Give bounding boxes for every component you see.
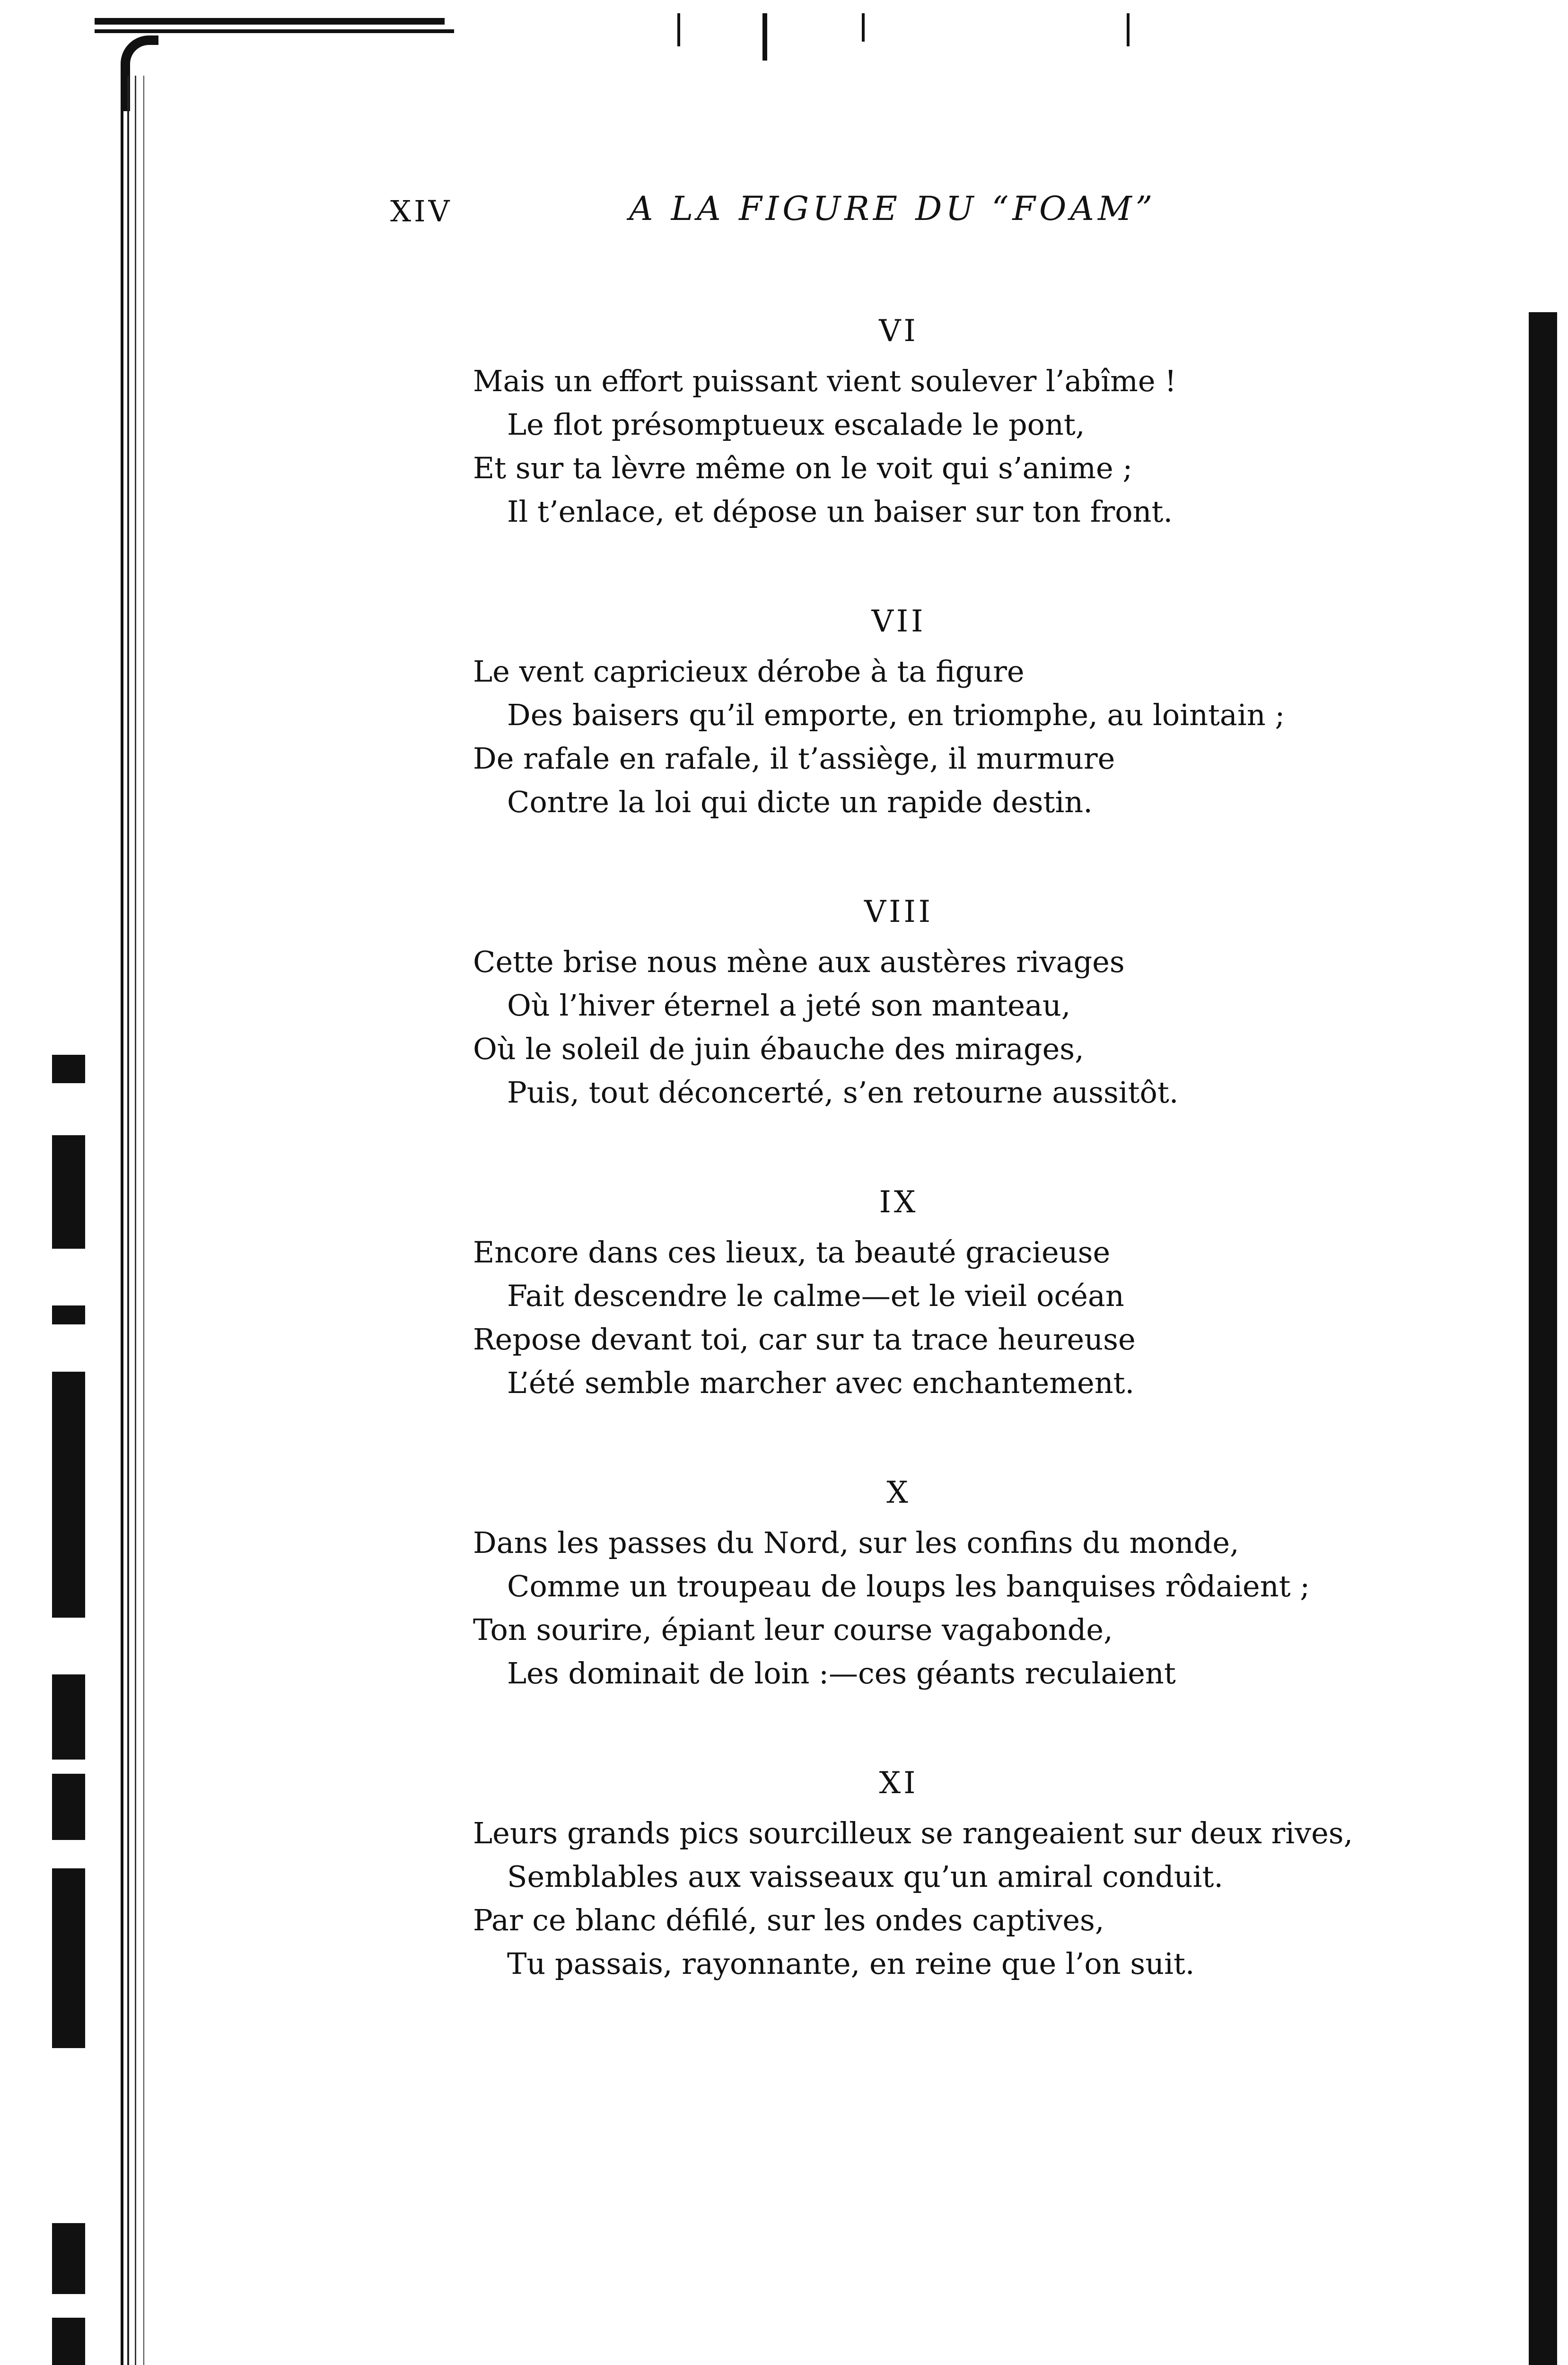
stanza-numeral: X <box>886 1475 911 1510</box>
verse-line: Leurs grands pics sourcilleux se rangeaient sur deux rives, <box>473 1816 1353 1850</box>
verse-line: Il t’enlace, et dépose un baiser sur ton front. <box>507 494 1173 529</box>
poem-body <box>473 303 1372 1986</box>
stanza <box>473 1464 1372 1695</box>
verse-line: Le flot présomptueux escalade le pont, <box>507 407 1085 442</box>
stanza-numeral: VII <box>871 604 926 639</box>
page-number: XIV <box>390 194 453 228</box>
verse-line: Par ce blanc défilé, sur les ondes captives, <box>473 1903 1104 1937</box>
page-header <box>0 189 1568 246</box>
verse-line: Semblables aux vaisseaux qu’un amiral conduit. <box>507 1859 1224 1894</box>
verse-line: Ton sourire, épiant leur course vagabonde, <box>473 1612 1113 1647</box>
verse-line: Dans les passes du Nord, sur les confins du monde, <box>473 1525 1239 1560</box>
binding-edge-left <box>121 76 158 2365</box>
verse-line: Comme un troupeau de loups les banquises rôdaient ; <box>507 1569 1310 1603</box>
binding-edge-top <box>95 18 445 25</box>
verse-line: Puis, tout déconcerté, s’en retourne aussitôt. <box>507 1075 1179 1110</box>
verse-line: Des baisers qu’il emporte, en triomphe, au lointain ; <box>507 698 1285 732</box>
verse-line: Cette brise nous mène aux austères rivages <box>473 945 1125 979</box>
verse-line: Tu passais, rayonnante, en reine que l’on suit. <box>507 1946 1195 1981</box>
stanza <box>473 1755 1372 1986</box>
stanza <box>473 593 1372 824</box>
binding-marks <box>52 1041 90 2365</box>
verse-line: De rafale en rafale, il t’assiège, il murmure <box>473 741 1115 776</box>
verse-line: Mais un effort puissant vient soulever l’abîme ! <box>473 364 1177 398</box>
stanza <box>473 1174 1372 1405</box>
verse-line: Contre la loi qui dicte un rapide destin. <box>507 785 1093 819</box>
stanza-numeral: VIII <box>864 894 934 929</box>
verse-line: Repose devant toi, car sur ta trace heureuse <box>473 1322 1136 1357</box>
verse-line: Fait descendre le calme—et le vieil océan <box>507 1279 1124 1313</box>
verse-line: Où le soleil de juin ébauche des mirages, <box>473 1032 1084 1066</box>
stanza <box>473 303 1372 534</box>
binding-edge-right <box>1529 312 1557 2365</box>
stanza-numeral: IX <box>879 1185 919 1220</box>
stanza-numeral: VI <box>879 314 919 349</box>
stanza <box>473 884 1372 1114</box>
running-title: A LA FIGURE DU “FOAM” <box>629 189 1156 228</box>
stanza-numeral: XI <box>879 1766 919 1801</box>
binding-edge-top-line <box>95 29 454 33</box>
verse-line: L’été semble marcher avec enchantement. <box>507 1366 1135 1400</box>
verse-line: Le vent capricieux dérobe à ta figure <box>473 654 1025 689</box>
verse-line: Les dominait de loin :—ces géants reculaient <box>507 1656 1176 1691</box>
verse-line: Où l’hiver éternel a jeté son manteau, <box>507 988 1071 1023</box>
verse-line: Encore dans ces lieux, ta beauté gracieuse <box>473 1235 1111 1270</box>
verse-line: Et sur ta lèvre même on le voit qui s’anime ; <box>473 451 1133 485</box>
